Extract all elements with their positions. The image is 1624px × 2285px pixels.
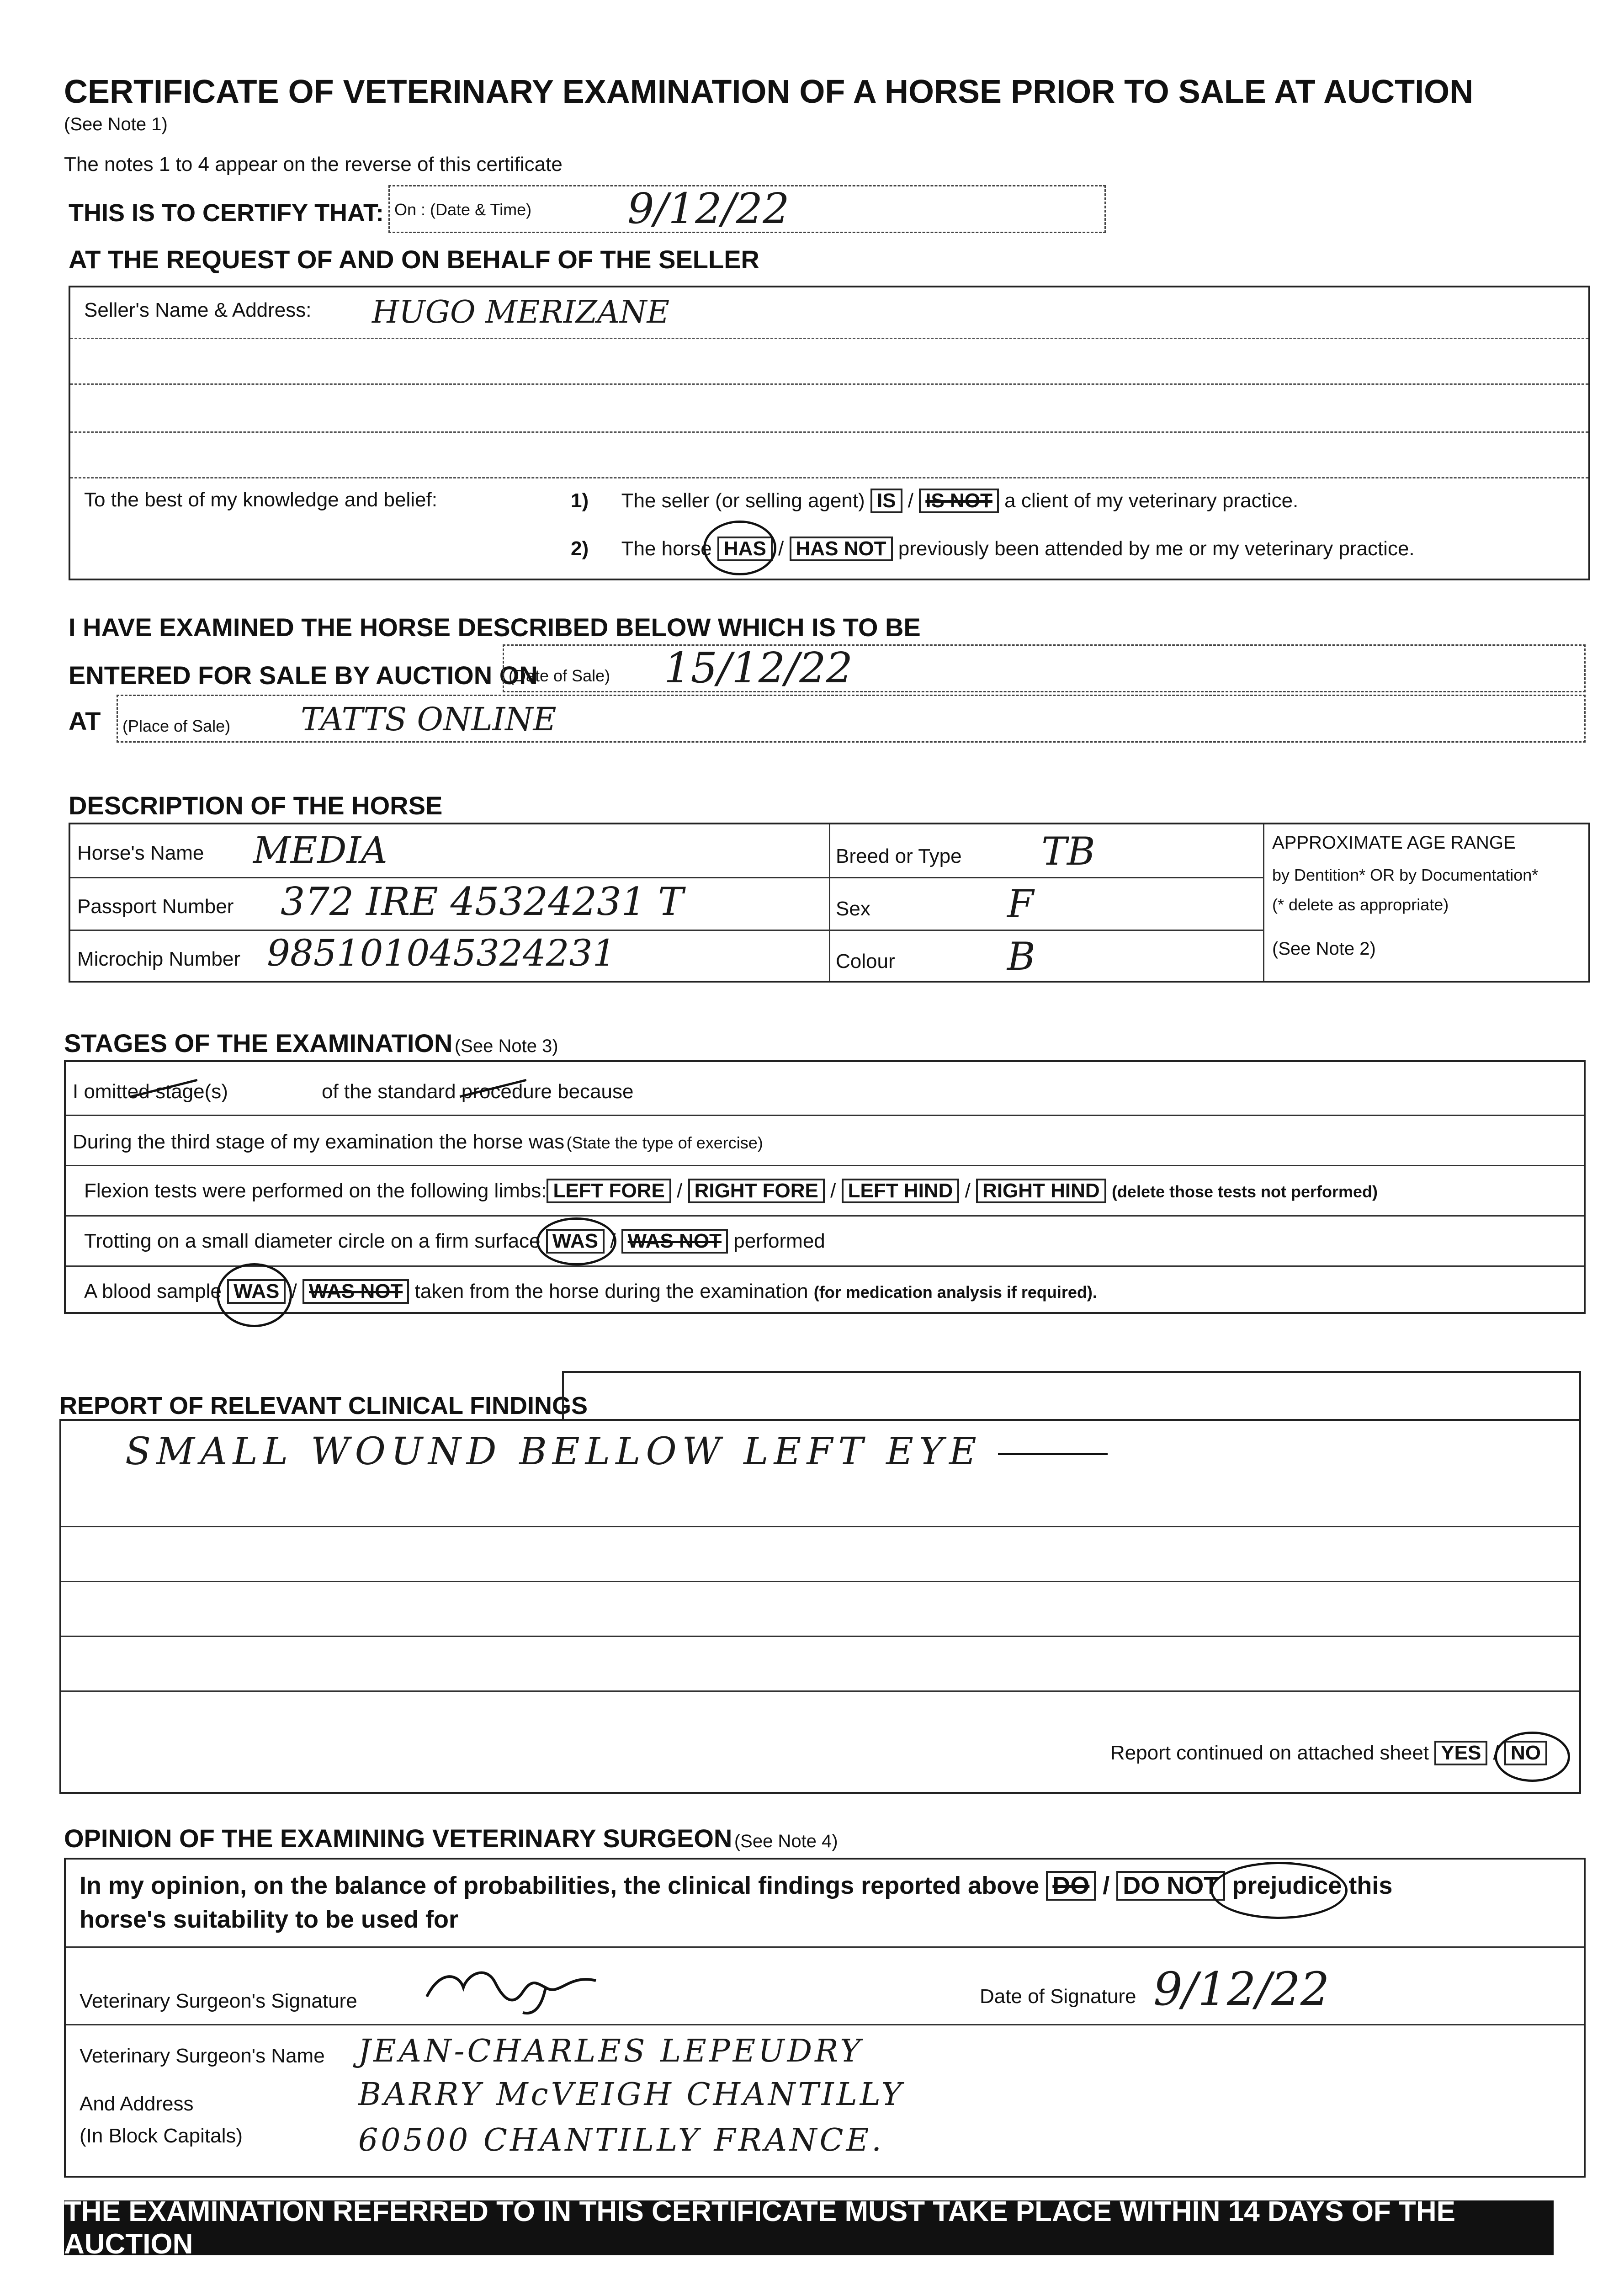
stages-row-line-1 (66, 1115, 1584, 1116)
request-heading: AT THE REQUEST OF AND ON BEHALF OF THE SELLER (69, 245, 759, 274)
blood-row: A blood sample WAS / WAS NOT taken from the horse during the examination (for medication analysis if required). (84, 1279, 1097, 1304)
opinion-line-2 (66, 2024, 1584, 2025)
item2-post-text: previously been attended by me or my veterinary practice. (898, 537, 1415, 560)
breed-label: Breed or Type (836, 845, 962, 867)
notes-line: The notes 1 to 4 appear on the reverse of this certificate (64, 153, 563, 175)
microchip-value[interactable]: 985101045324231 (267, 932, 616, 974)
stages-row-line-4 (66, 1265, 1584, 1267)
item2-has-not-option[interactable]: HAS NOT (790, 537, 893, 561)
age-line-3: (* delete as appropriate) (1272, 895, 1449, 914)
seller-line-4 (70, 477, 1588, 478)
report-continued-text: Report continued on attached sheet (1110, 1742, 1429, 1764)
seller-line-3 (70, 431, 1588, 433)
blood-was-not-option[interactable]: WAS NOT (303, 1279, 409, 1304)
item1-post-text: a client of my veterinary practice. (1004, 489, 1299, 512)
report-heading-box (562, 1371, 1581, 1421)
opinion-text-line-2: horse's suitability to be used for (80, 1906, 458, 1933)
item1-text: The seller (or selling agent) (621, 489, 865, 512)
report-line-4 (61, 1690, 1579, 1692)
horse-name-value[interactable]: MEDIA (253, 829, 387, 871)
seller-line-2 (70, 383, 1588, 385)
opinion-do-not-circle (1210, 1862, 1348, 1919)
sex-label: Sex (836, 898, 870, 920)
knowledge-item-1 (571, 489, 1298, 513)
knowledge-label: To the best of my knowledge and belief: (84, 489, 437, 511)
seller-name-value[interactable]: HUGO MERIZANE (372, 294, 670, 330)
blood-was-option[interactable]: WAS (227, 1279, 286, 1304)
desc-row-line-1 (70, 877, 1263, 878)
signature-label: Veterinary Surgeon's Signature (80, 1990, 357, 2012)
limb-right-fore[interactable]: RIGHT FORE (688, 1179, 825, 1203)
at-label: AT (69, 707, 101, 735)
opinion-text-pre: In my opinion, on the balance of probabilities, the clinical findings reported above (80, 1872, 1040, 1899)
report-no-circle (1495, 1732, 1570, 1782)
age-line-1: APPROXIMATE AGE RANGE (1272, 833, 1516, 853)
blood-text: A blood sample (84, 1280, 222, 1302)
seller-section (69, 286, 1590, 580)
certificate-title: CERTIFICATE OF VETERINARY EXAMINATION OF A HORSE PRIOR TO SALE AT AUCTION (64, 74, 1474, 110)
stages-table (64, 1060, 1586, 1314)
desc-row-line-2 (70, 930, 1263, 931)
opinion-line-1 (66, 1946, 1584, 1948)
opinion-text-post: prejudice this (1232, 1872, 1393, 1899)
age-line-4: (See Note 2) (1272, 939, 1376, 959)
limb-left-hind[interactable]: LEFT HIND (842, 1179, 960, 1203)
item1-is-option[interactable]: IS (870, 489, 902, 513)
sale-place-field[interactable] (117, 695, 1586, 743)
blood-was-circle (217, 1263, 292, 1327)
examined-line-2: ENTERED FOR SALE BY AUCTION ON (69, 661, 538, 690)
trot-post-text: performed (733, 1230, 825, 1252)
flexion-text: Flexion tests were performed on the following limbs: (84, 1180, 547, 1202)
report-no-option[interactable]: NO (1504, 1741, 1547, 1765)
limb-left-fore[interactable]: LEFT FORE (547, 1179, 671, 1203)
report-line-2 (61, 1581, 1579, 1582)
blood-post-text: taken from the horse during the examination (414, 1280, 808, 1302)
third-stage-row (73, 1131, 763, 1153)
signature-mark[interactable] (422, 1956, 605, 2019)
examined-line-1: I HAVE EXAMINED THE HORSE DESCRIBED BELOW WHICH IS TO BE (69, 613, 921, 642)
opinion-box (64, 1858, 1586, 2178)
vet-name-line-3[interactable]: 60500 CHANTILLY FRANCE. (358, 2122, 884, 2158)
seller-line-1 (70, 338, 1588, 339)
description-table (69, 823, 1590, 983)
flexion-note: (delete those tests not performed) (1111, 1182, 1378, 1201)
certify-date-value: 9/12/22 (627, 184, 790, 233)
vet-address-label: And Address (80, 2093, 194, 2115)
breed-value[interactable]: TB (1041, 829, 1095, 874)
item2-text: The horse (621, 537, 712, 560)
item2-number: 2) (571, 537, 589, 560)
blood-note: (for medication analysis if required). (813, 1283, 1097, 1302)
sex-value[interactable]: F (1007, 882, 1034, 926)
sale-place-value: TATTS ONLINE (301, 701, 557, 738)
vet-name-line-2[interactable]: BARRY McVEIGH CHANTILLY (358, 2077, 905, 2113)
date-signature-value[interactable]: 9/12/22 (1153, 1962, 1330, 2016)
report-continued-row: Report continued on attached sheet YES / NO (1110, 1741, 1547, 1765)
opinion-heading (64, 1823, 838, 1853)
seller-name-label: Seller's Name & Address: (84, 299, 312, 321)
stages-row-line-2 (66, 1165, 1584, 1166)
footer-banner: THE EXAMINATION REFERRED TO IN THIS CERTIFICATE MUST TAKE PLACE WITHIN 14 DAYS OF THE AUCTION (64, 2200, 1554, 2255)
limb-right-hind[interactable]: RIGHT HIND (976, 1179, 1106, 1203)
opinion-text-row: In my opinion, on the balance of probabilities, the clinical findings reported above DO / DO NOT prejudice this (80, 1871, 1392, 1901)
trot-was-not-option[interactable]: WAS NOT (621, 1229, 728, 1254)
stages-heading-note: (See Note 3) (454, 1036, 558, 1056)
trot-was-option[interactable]: WAS (546, 1229, 605, 1254)
omitted-text-a: I omitted stage(s) (73, 1080, 228, 1103)
knowledge-item-2 (571, 537, 1415, 561)
opinion-heading-text: OPINION OF THE EXAMINING VETERINARY SURGEON (64, 1824, 732, 1853)
desc-divider-1 (829, 824, 830, 981)
microchip-label: Microchip Number (77, 948, 240, 970)
report-line-3 (61, 1636, 1579, 1637)
vet-name-line-1[interactable]: JEAN-CHARLES LEPEUDRY (358, 2033, 864, 2069)
opinion-do-option[interactable]: DO (1046, 1871, 1096, 1901)
sale-place-label: (Place of Sale) (122, 717, 231, 735)
horse-name-label: Horse's Name (77, 842, 204, 864)
opinion-do-not-option[interactable]: DO NOT (1116, 1871, 1225, 1901)
vet-name-label: Veterinary Surgeon's Name (80, 2045, 325, 2067)
passport-label: Passport Number (77, 895, 234, 918)
stages-row-line-3 (66, 1215, 1584, 1217)
item2-has-option[interactable]: HAS (717, 537, 773, 561)
trot-was-circle (536, 1217, 616, 1265)
third-stage-text: During the third stage of my examination the horse was (73, 1131, 565, 1153)
trot-row: Trotting on a small diameter circle on a firm surface WAS / WAS NOT performed (84, 1229, 825, 1254)
trot-text: Trotting on a small diameter circle on a firm surface (84, 1230, 541, 1252)
stages-heading-text: STAGES OF THE EXAMINATION (64, 1029, 453, 1057)
see-note-1: (See Note 1) (64, 114, 168, 134)
report-yes-option[interactable]: YES (1434, 1741, 1487, 1765)
item2-separator: / (778, 537, 784, 560)
vet-block-label: (In Block Capitals) (80, 2125, 243, 2147)
report-strike (998, 1453, 1108, 1455)
stages-heading (64, 1028, 558, 1058)
sale-date-value: 15/12/22 (664, 643, 853, 692)
opinion-heading-note: (See Note 4) (734, 1831, 838, 1851)
report-heading: REPORT OF RELEVANT CLINICAL FINDINGS (59, 1392, 588, 1419)
item1-number: 1) (571, 489, 589, 512)
report-finding[interactable]: SMALL WOUND BELLOW LEFT EYE (125, 1430, 982, 1473)
flexion-row: Flexion tests were performed on the following limbs: LEFT FORE / RIGHT FORE / LEFT HIND / RIGHT HIND (delete those tests not performed) (84, 1179, 1378, 1203)
certify-date-field[interactable] (388, 185, 1106, 233)
report-box (59, 1419, 1581, 1794)
item1-separator: / (908, 489, 913, 512)
omitted-text-b: of the standard procedure because (322, 1080, 634, 1103)
age-line-2[interactable]: by Dentition* OR by Documentation* (1272, 866, 1539, 884)
report-line-1 (61, 1526, 1579, 1527)
has-circle-mark (703, 521, 776, 575)
colour-value[interactable]: B (1007, 934, 1035, 979)
certify-date-label: On : (Date & Time) (394, 200, 532, 219)
sale-date-label: (Date of Sale) (509, 666, 610, 685)
third-stage-note: (State the type of exercise) (566, 1133, 763, 1152)
date-signature-label: Date of Signature (980, 1985, 1136, 2008)
colour-label: Colour (836, 950, 895, 972)
description-heading: DESCRIPTION OF THE HORSE (69, 791, 443, 820)
certify-label: THIS IS TO CERTIFY THAT: (69, 199, 384, 227)
item1-is-not-option[interactable]: IS NOT (919, 489, 999, 513)
desc-divider-2 (1263, 824, 1264, 981)
passport-value[interactable]: 372 IRE 45324231 T (281, 879, 684, 924)
sale-date-field[interactable] (503, 644, 1586, 692)
